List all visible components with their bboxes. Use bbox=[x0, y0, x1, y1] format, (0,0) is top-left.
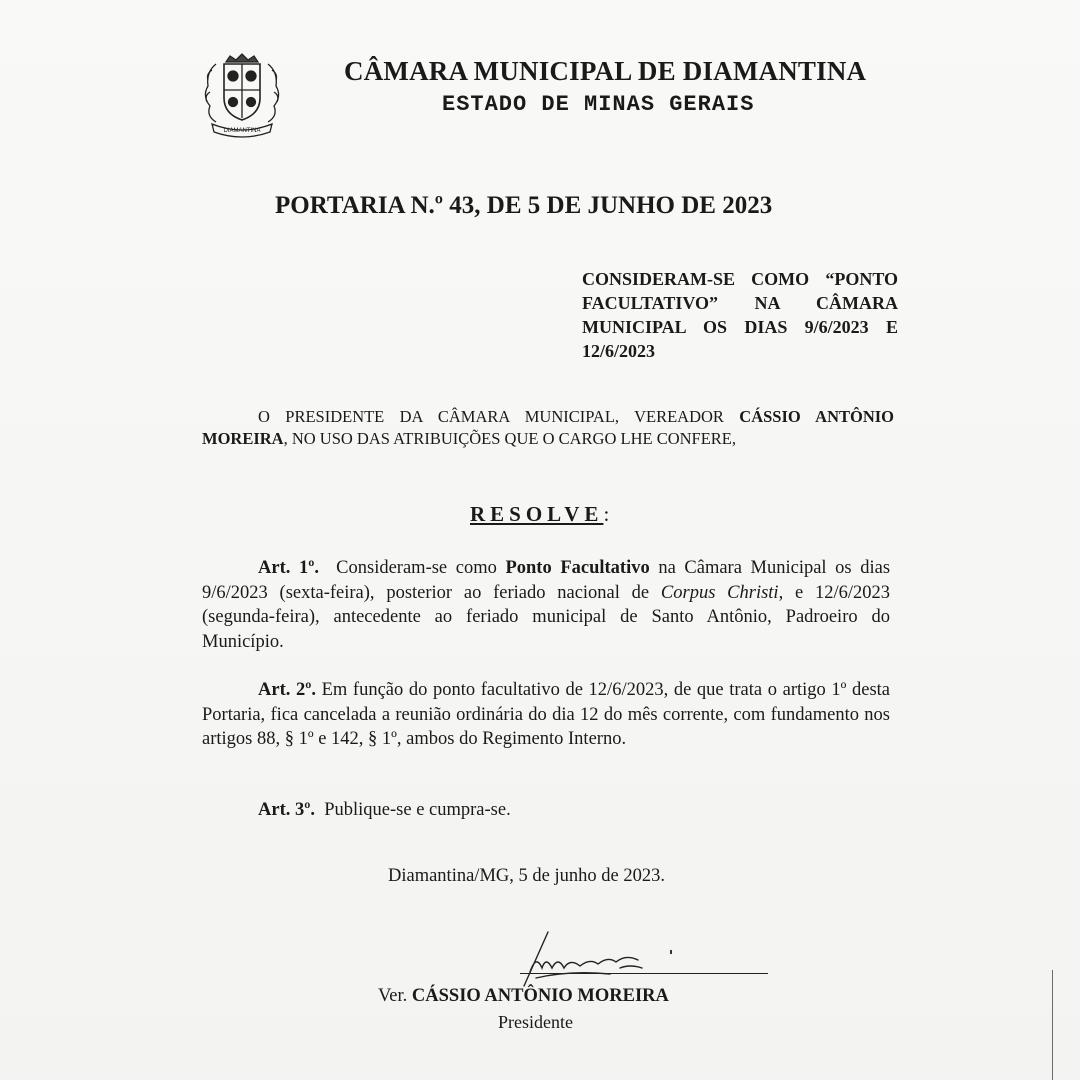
article-1-text-2: na Câmara Municipal os dias 9/6/2023 (sexta-feira), posterior ao feriado nacional de bbox=[202, 558, 891, 603]
article-2-text: Em função do ponto facultativo de 12/6/2023, de que trata o artigo 1º desta Portaria, fica cancelada a reunião ordinária do dia 12 do mês corrente, com fundamento nos artigos 88, § 1º e 142, § 1º, ambos do Regimento Interno. bbox=[202, 680, 890, 749]
article-1-emphasis: Ponto Facultativo bbox=[505, 558, 650, 578]
president-name: CÁSSIO ANTÔNIO MOREIRA bbox=[202, 407, 895, 448]
crest-banner-text: DIAMANTINA bbox=[223, 128, 261, 134]
resolve-colon: : bbox=[603, 502, 610, 526]
article-1-label: Art. 1º. bbox=[258, 558, 319, 578]
article-1-italic: Corpus Christi bbox=[660, 582, 779, 603]
scan-edge-line bbox=[1052, 970, 1053, 1080]
preamble-text-after: , NO USO DAS ATRIBUIÇÕES QUE O CARGO LHE CONFERE, bbox=[283, 429, 736, 448]
signer-role: Presidente bbox=[498, 1012, 573, 1032]
article-3 bbox=[202, 798, 890, 823]
article-2-label: Art. 2º. bbox=[258, 680, 316, 700]
signer-name-line bbox=[378, 986, 669, 1007]
article-1-text-3: , e 12/6/2023 (segunda-feira), antecedente ao feriado municipal de Santo Antônio, Padroeiro do Município. bbox=[202, 582, 890, 652]
resolve-heading bbox=[470, 502, 609, 527]
signature-line bbox=[520, 973, 768, 974]
signer-prefix: Ver. bbox=[378, 986, 412, 1006]
document-title: PORTARIA N.º 43, DE 5 DE JUNHO DE 2023 bbox=[275, 192, 773, 219]
resolve-word: RESOLVE bbox=[470, 502, 604, 526]
article-1-text-1: Consideram-se como bbox=[336, 558, 506, 578]
chamber-name: CÂMARA MUNICIPAL DE DIAMANTINA bbox=[344, 56, 867, 86]
signature-mark bbox=[670, 950, 672, 954]
article-1 bbox=[202, 556, 890, 654]
handwritten-signature bbox=[500, 928, 680, 988]
place-and-date: Diamantina/MG, 5 de junho de 2023. bbox=[388, 866, 665, 886]
preamble bbox=[202, 406, 894, 450]
signer-name: CÁSSIO ANTÔNIO MOREIRA bbox=[411, 986, 669, 1006]
state-name: ESTADO DE MINAS GERAIS bbox=[442, 92, 755, 117]
municipal-coat-of-arms-icon bbox=[196, 52, 288, 138]
ementa: CONSIDERAM-SE COMO “PONTO FACULTATIVO” NA CÂMARA MUNICIPAL OS DIAS 9/6/2023 E 12/6/2023 bbox=[582, 269, 898, 361]
article-3-label: Art. 3º. bbox=[258, 800, 315, 820]
article-2 bbox=[202, 678, 890, 752]
article-3-text: Publique-se e cumpra-se. bbox=[324, 800, 511, 820]
preamble-text-before: O PRESIDENTE DA CÂMARA MUNICIPAL, VEREADOR bbox=[258, 407, 740, 426]
